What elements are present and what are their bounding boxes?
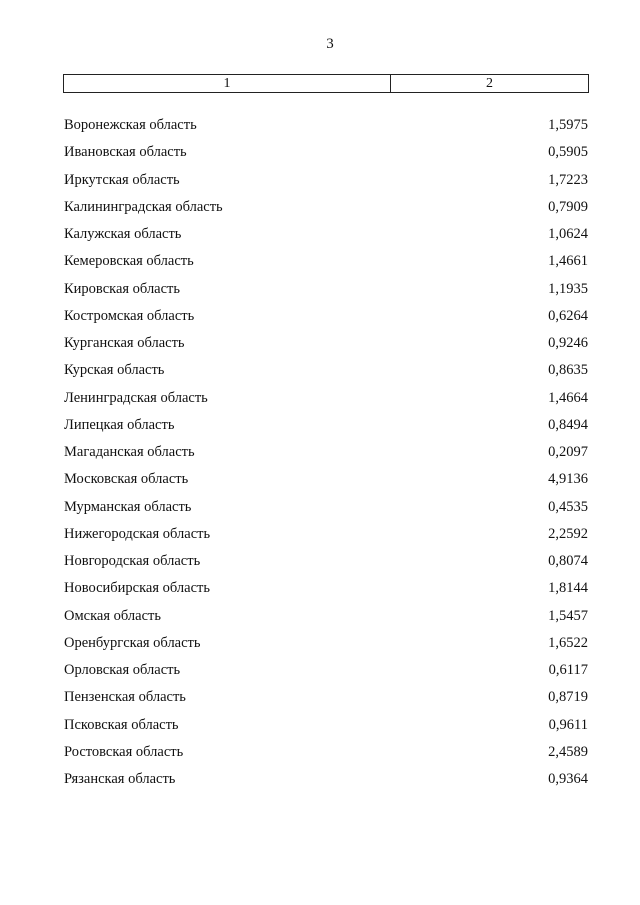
table-row: [64, 439, 588, 466]
table-row: [64, 194, 588, 221]
table-row: [64, 712, 588, 739]
region-name: Московская область: [64, 471, 189, 488]
coefficient-value: 1,7223: [548, 171, 588, 188]
coefficient-value: 0,6117: [548, 662, 588, 679]
coefficient-value: 0,9611: [548, 716, 588, 733]
table-row: [64, 385, 588, 412]
coefficient-value: 1,5975: [548, 117, 588, 134]
region-name: Курская область: [64, 362, 165, 379]
region-name: Иркутская область: [64, 171, 180, 188]
coefficient-value: 0,9246: [548, 335, 588, 352]
coefficient-value: 2,4589: [548, 743, 588, 760]
region-name: Ленинградская область: [64, 389, 208, 406]
region-name: Нижегородская область: [64, 525, 211, 542]
region-name: Оренбургская область: [64, 634, 201, 651]
region-name: Курганская область: [64, 335, 185, 352]
table-row: [64, 112, 588, 139]
region-name: Новгородская область: [64, 553, 201, 570]
table-body: [64, 112, 588, 793]
table-row: [64, 548, 588, 575]
table-row: [64, 657, 588, 684]
table-row: [64, 684, 588, 711]
region-name: Мурманская область: [64, 498, 192, 515]
coefficient-value: 1,0624: [548, 226, 588, 243]
region-name: Кировская область: [64, 280, 181, 297]
region-name: Кемеровская область: [64, 253, 194, 270]
coefficient-value: 2,2592: [548, 525, 588, 542]
region-name: Пензенская область: [64, 689, 186, 706]
coefficient-value: 0,4535: [548, 498, 588, 515]
region-name: Калининградская область: [64, 198, 223, 215]
table-row: [64, 466, 588, 493]
region-name: Рязанская область: [64, 771, 176, 788]
table-row: [64, 167, 588, 194]
coefficient-value: 1,1935: [548, 280, 588, 297]
table-row: [64, 303, 588, 330]
table-row: [64, 575, 588, 602]
region-name: Омская область: [64, 607, 161, 624]
table-header: [63, 74, 589, 93]
column-2-header: 2: [486, 76, 493, 91]
region-name: Костромская область: [64, 307, 195, 324]
region-name: Воронежская область: [64, 117, 197, 134]
region-name: Липецкая область: [64, 416, 175, 433]
table-row: [64, 630, 588, 657]
coefficient-value: 0,8635: [548, 362, 588, 379]
coefficient-value: 0,6264: [548, 307, 588, 324]
table-row: [64, 766, 588, 793]
region-name: Новосибирская область: [64, 580, 210, 597]
coefficient-value: 0,8494: [548, 416, 588, 433]
coefficient-value: 1,6522: [548, 634, 588, 651]
table-row: [64, 603, 588, 630]
page-number: 3: [326, 36, 334, 52]
coefficient-value: 0,8719: [548, 689, 588, 706]
table-row: [64, 494, 588, 521]
coefficient-value: 0,8074: [548, 553, 588, 570]
table-row: [64, 248, 588, 275]
table-row: [64, 139, 588, 166]
table-row: [64, 330, 588, 357]
table-row: [64, 357, 588, 384]
coefficient-value: 1,5457: [548, 607, 588, 624]
coefficient-value: 0,2097: [548, 444, 588, 461]
coefficient-value: 1,4661: [548, 253, 588, 270]
table-row: [64, 412, 588, 439]
region-name: Ростовская область: [64, 743, 184, 760]
region-name: Орловская область: [64, 662, 181, 679]
region-name: Ивановская область: [64, 144, 187, 161]
coefficient-value: 1,4664: [548, 389, 588, 406]
region-name: Магаданская область: [64, 444, 195, 461]
table-row: [64, 739, 588, 766]
coefficient-value: 1,8144: [548, 580, 588, 597]
coefficient-value: 0,9364: [548, 771, 588, 788]
coefficient-value: 4,9136: [548, 471, 588, 488]
coefficient-value: 0,5905: [548, 144, 588, 161]
table-row: [64, 276, 588, 303]
column-1-header: 1: [64, 75, 391, 92]
coefficient-value: 0,7909: [548, 198, 588, 215]
region-name: Псковская область: [64, 716, 179, 733]
table-row: [64, 221, 588, 248]
region-name: Калужская область: [64, 226, 182, 243]
table-row: [64, 521, 588, 548]
